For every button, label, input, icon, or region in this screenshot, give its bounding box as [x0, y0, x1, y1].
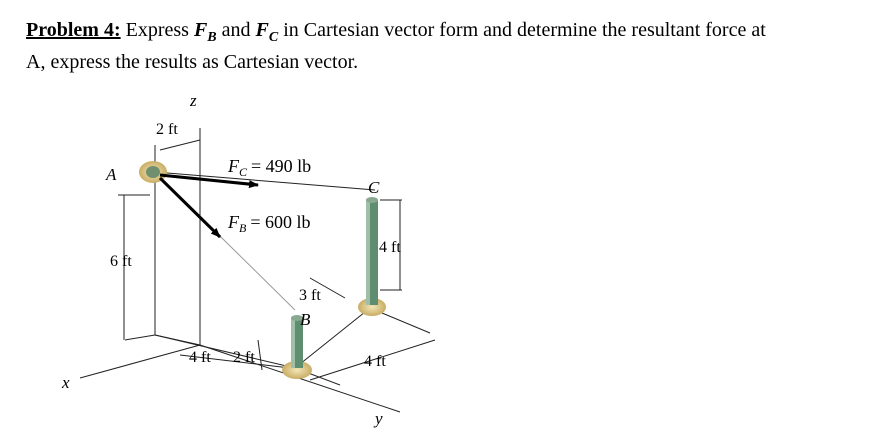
post-c — [358, 197, 386, 316]
x-axis-line — [80, 345, 200, 378]
fc-label: $F_C = 490$ lb — [228, 156, 312, 179]
dim-3ft-label: 3 ft — [299, 287, 321, 304]
dim-4ft-y-label: 4 ft — [364, 353, 386, 370]
problem-text-line2: A, express the results as Cartesian vector. — [26, 51, 359, 73]
point-c-label: C — [368, 178, 380, 197]
dim-6ft-label: 6 ft — [110, 253, 132, 270]
problem-text-line1: in Cartesian vector form and determine the resultant force at — [283, 19, 766, 41]
dim-4ft-right-label: 4 ft — [379, 239, 401, 256]
point-a-label: A — [106, 165, 117, 184]
problem-text-express: Express — [125, 19, 189, 41]
axis-y-label: y — [375, 409, 383, 428]
point-b-label: B — [300, 310, 311, 329]
axis-z-label: z — [190, 91, 197, 110]
vector-fb: $F_B$ — [193, 19, 217, 45]
fb-label: $F_B = 600$ lb — [228, 212, 311, 235]
vector-fc: $F_C$ — [255, 19, 279, 45]
dim-4ft-bottom-label: 4 ft — [189, 349, 211, 366]
dim-2ft-bottom-label: 2 ft — [233, 349, 255, 366]
force-fb-arrow — [160, 178, 220, 237]
problem-label: Problem 4: — [26, 19, 121, 41]
problem-text-and: and — [221, 19, 251, 41]
axis-x-label: x — [62, 373, 70, 392]
dim-2ft-top-label: 2 ft — [156, 121, 178, 138]
dim-2ft-top-line — [160, 140, 200, 150]
